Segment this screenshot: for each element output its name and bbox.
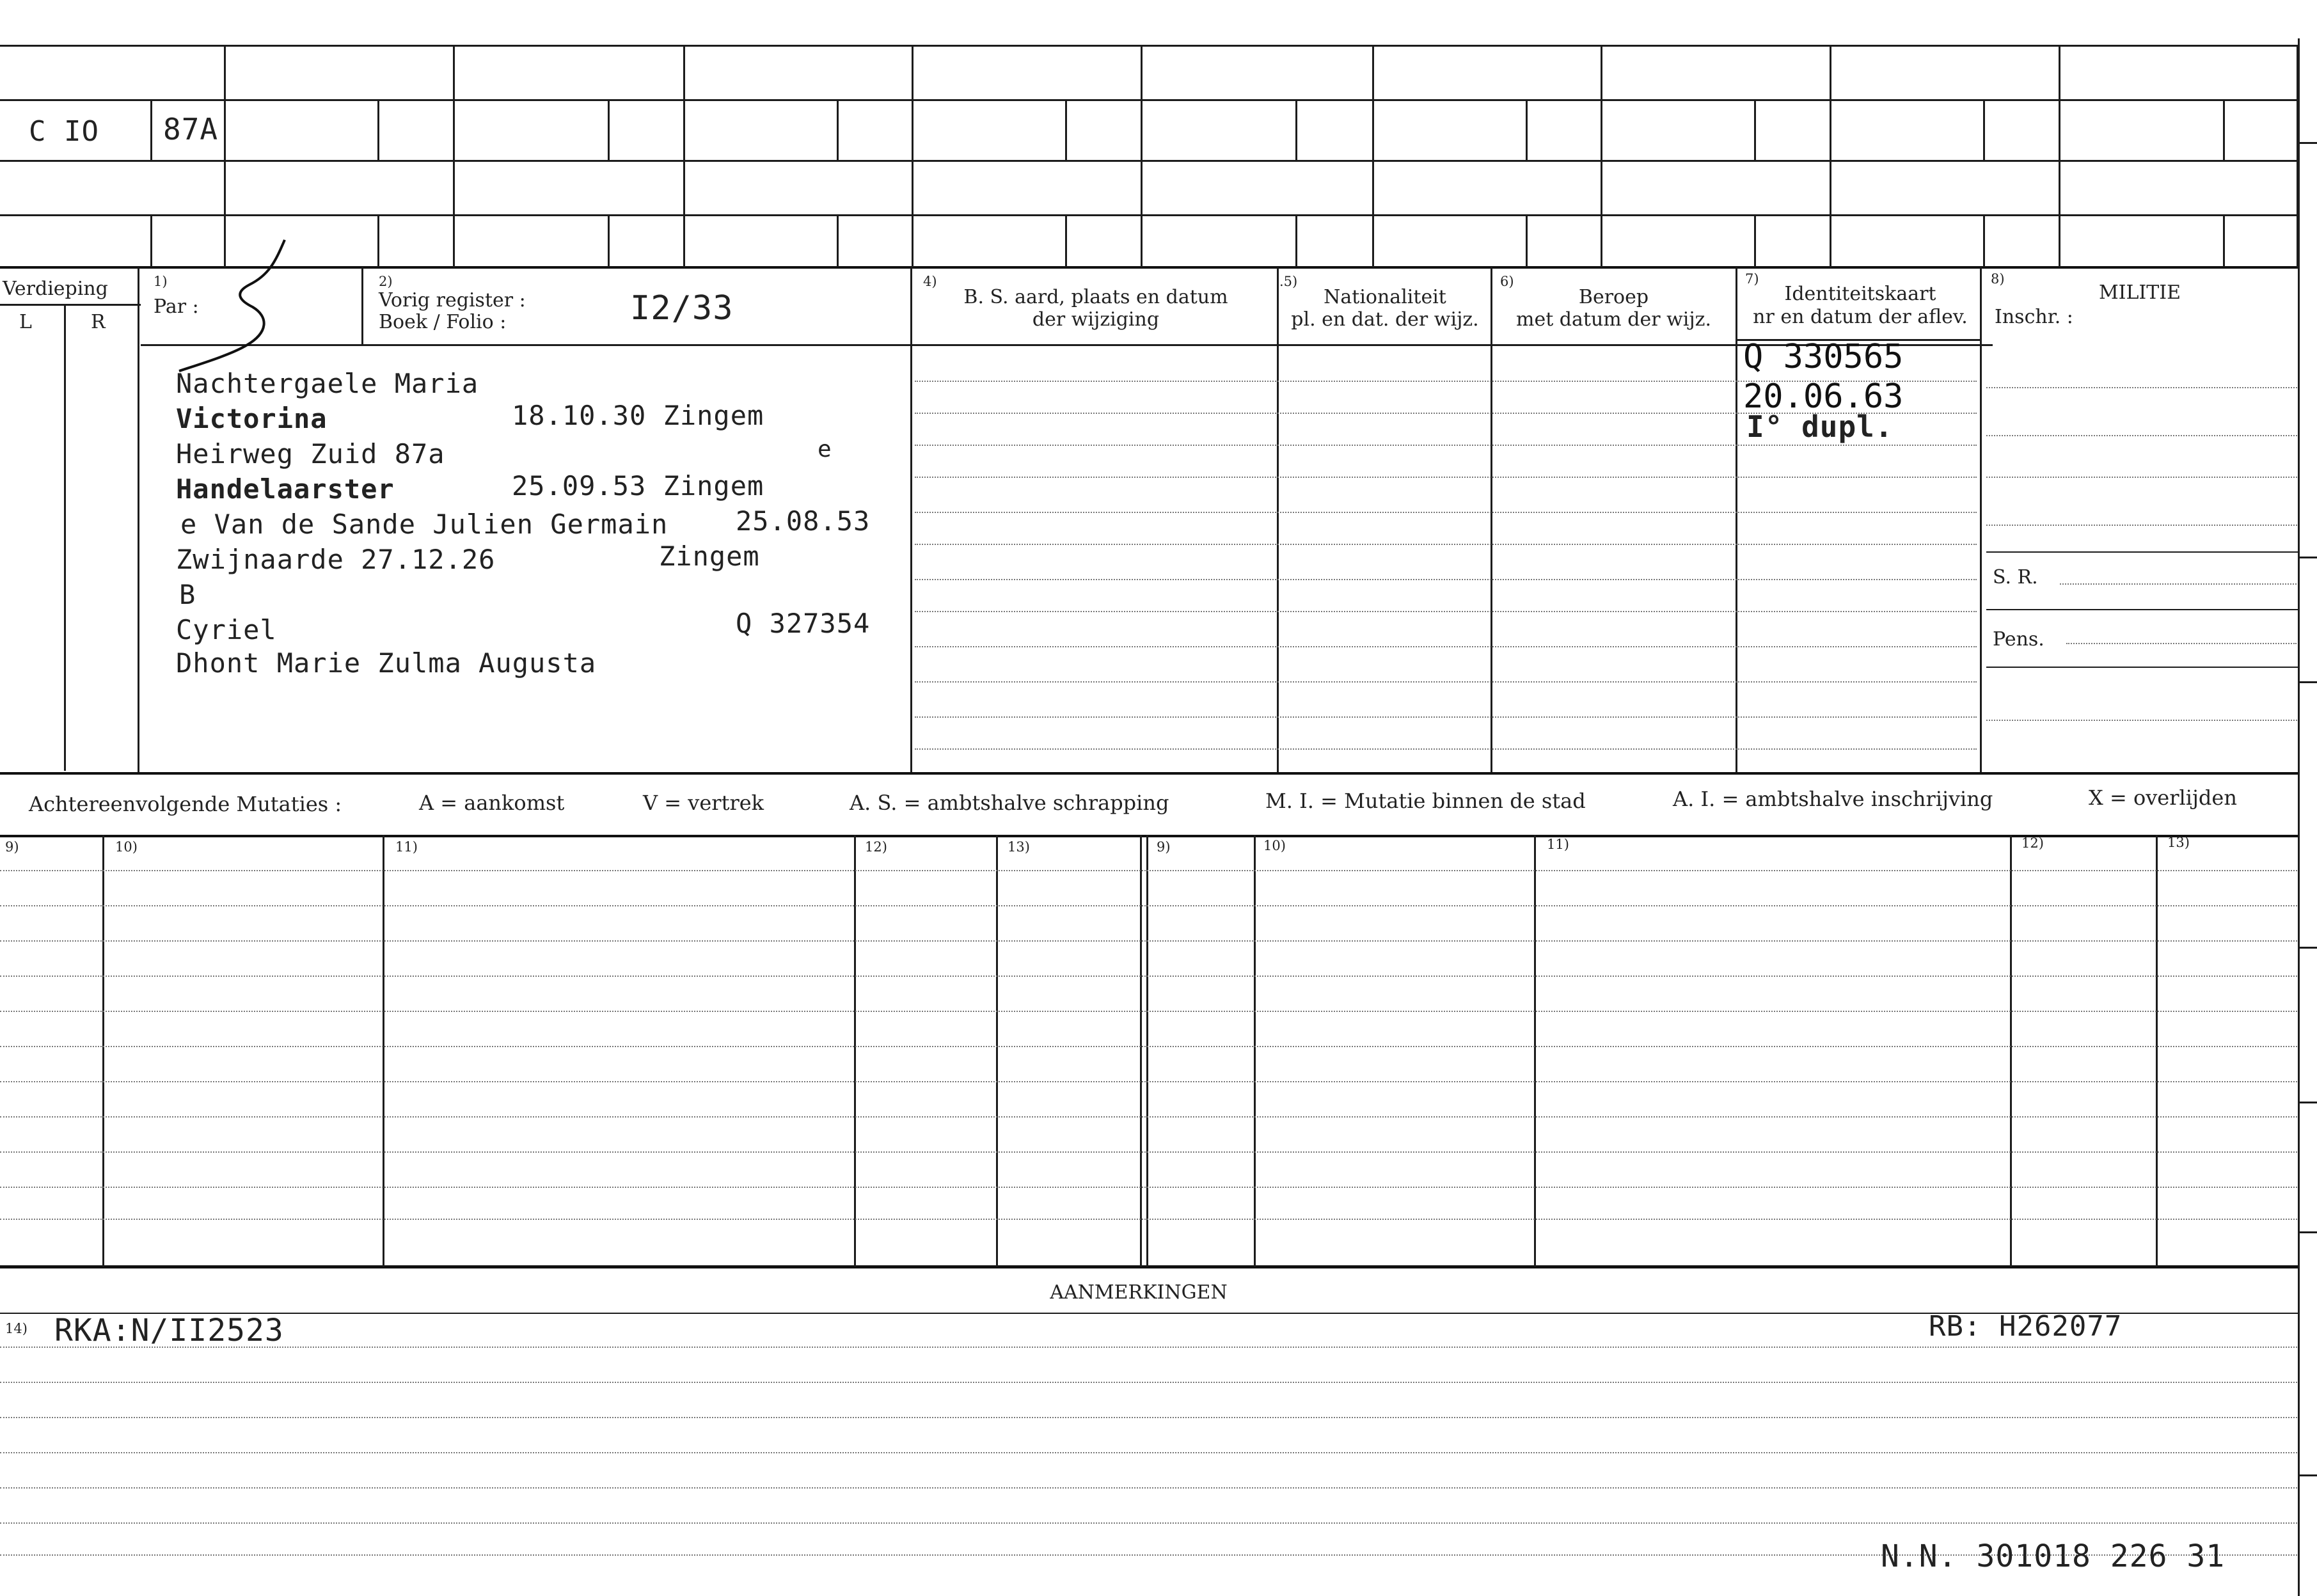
- id-card-duplicate: I° dupl.: [1746, 409, 1894, 444]
- field-number-6: 6): [1500, 274, 1514, 289]
- identiteitskaart-line2: nr en datum der aflev.: [1753, 306, 1968, 328]
- aanmerkingen-rka: RKA:N/II2523: [54, 1313, 284, 1348]
- inschr-label: Inschr. :: [1995, 306, 2073, 328]
- mutaties-mi: M. I. = Mutatie binnen de stad: [1265, 789, 1586, 813]
- id-card-date: 20.06.63: [1743, 377, 1904, 416]
- pens-label: Pens.: [1993, 628, 2044, 651]
- mutation-col-9b: 9): [1157, 839, 1171, 855]
- militie-label: MILITIE: [2098, 281, 2181, 304]
- person-address-mark: e: [818, 436, 832, 462]
- mutation-col-13b: 13): [2167, 835, 2190, 850]
- r-label: R: [91, 311, 106, 333]
- field-number-14: 14): [5, 1321, 28, 1336]
- mutation-col-11b: 11): [1547, 837, 1569, 852]
- bs-header-line2: der wijziging: [1032, 308, 1160, 331]
- field-number-4: 4): [923, 274, 937, 289]
- sr-label: S. R.: [1993, 566, 2038, 589]
- mutaties-title: Achtereenvolgende Mutaties :: [29, 792, 342, 816]
- field-number-2: 2): [379, 274, 393, 289]
- par-label: Par :: [154, 296, 199, 318]
- mutation-col-11: 11): [395, 839, 418, 855]
- person-birth: 18.10.30 Zingem: [512, 400, 764, 431]
- mutaties-x: X = overlijden: [2089, 786, 2237, 810]
- person-b-mark: B: [179, 579, 196, 610]
- person-address: Heirweg Zuid 87a: [176, 438, 445, 470]
- person-mother: Dhont Marie Zulma Augusta: [176, 647, 597, 679]
- field-number-5: .5): [1279, 274, 1298, 289]
- id-card-number: Q 330565: [1743, 338, 1904, 376]
- person-spouse-birth: Zwijnaarde 27.12.26: [176, 544, 496, 575]
- mutation-col-9: 9): [5, 839, 19, 855]
- mutation-col-10b: 10): [1263, 838, 1286, 853]
- l-label: L: [19, 311, 32, 333]
- person-name-line2: Victorina: [176, 403, 328, 434]
- person-occupation-date: 25.09.53 Zingem: [512, 470, 764, 502]
- person-occupation: Handelaarster: [176, 473, 395, 505]
- nationaliteit-line1: Nationaliteit: [1324, 286, 1446, 308]
- top-code-1: C IO: [29, 115, 99, 148]
- person-father: Cyriel: [176, 614, 277, 645]
- beroep-line2: met datum der wijz.: [1516, 308, 1711, 331]
- bs-header-line1: B. S. aard, plaats en datum: [963, 286, 1228, 308]
- mutaties-as: A. S. = ambtshalve schrapping: [850, 791, 1169, 815]
- person-spouse-place: Zingem: [659, 541, 760, 572]
- field-number-7: 7): [1745, 271, 1759, 287]
- person-father-id: Q 327354: [736, 608, 871, 639]
- field-number-1: 1): [154, 274, 168, 289]
- register-value: I2/33: [630, 289, 734, 328]
- mutaties-a: A = aankomst: [419, 791, 565, 815]
- mutaties-ai: A. I. = ambtshalve inschrijving: [1673, 787, 1993, 811]
- par-handwritten-mark: [173, 237, 301, 377]
- person-spouse: e Van de Sande Julien Germain: [180, 509, 668, 540]
- aanmerkingen-rb: RB: H262077: [1929, 1310, 2123, 1343]
- identiteitskaart-line1: Identiteitskaart: [1784, 283, 1936, 305]
- verdieping-label: Verdieping: [3, 278, 108, 300]
- aanmerkingen-title: AANMERKINGEN: [1050, 1281, 1228, 1304]
- nationaliteit-line2: pl. en dat. der wijz.: [1291, 308, 1479, 331]
- mutaties-v: V = vertrek: [643, 791, 764, 815]
- boek-folio-label: Boek / Folio :: [379, 311, 507, 333]
- top-code-2: 87A: [163, 112, 219, 146]
- footer-nn-number: N.N. 301018 226 31: [1881, 1538, 2226, 1574]
- beroep-line1: Beroep: [1578, 286, 1649, 308]
- mutation-col-10: 10): [115, 839, 138, 855]
- field-number-8: 8): [1991, 271, 2005, 287]
- mutation-col-12: 12): [865, 839, 887, 855]
- person-spouse-date: 25.08.53: [736, 505, 871, 537]
- person-name-line1: Nachtergaele Maria: [176, 368, 479, 399]
- mutation-col-12b: 12): [2021, 835, 2044, 851]
- vorig-register-label: Vorig register :: [379, 289, 526, 312]
- mutation-col-13: 13): [1008, 839, 1030, 855]
